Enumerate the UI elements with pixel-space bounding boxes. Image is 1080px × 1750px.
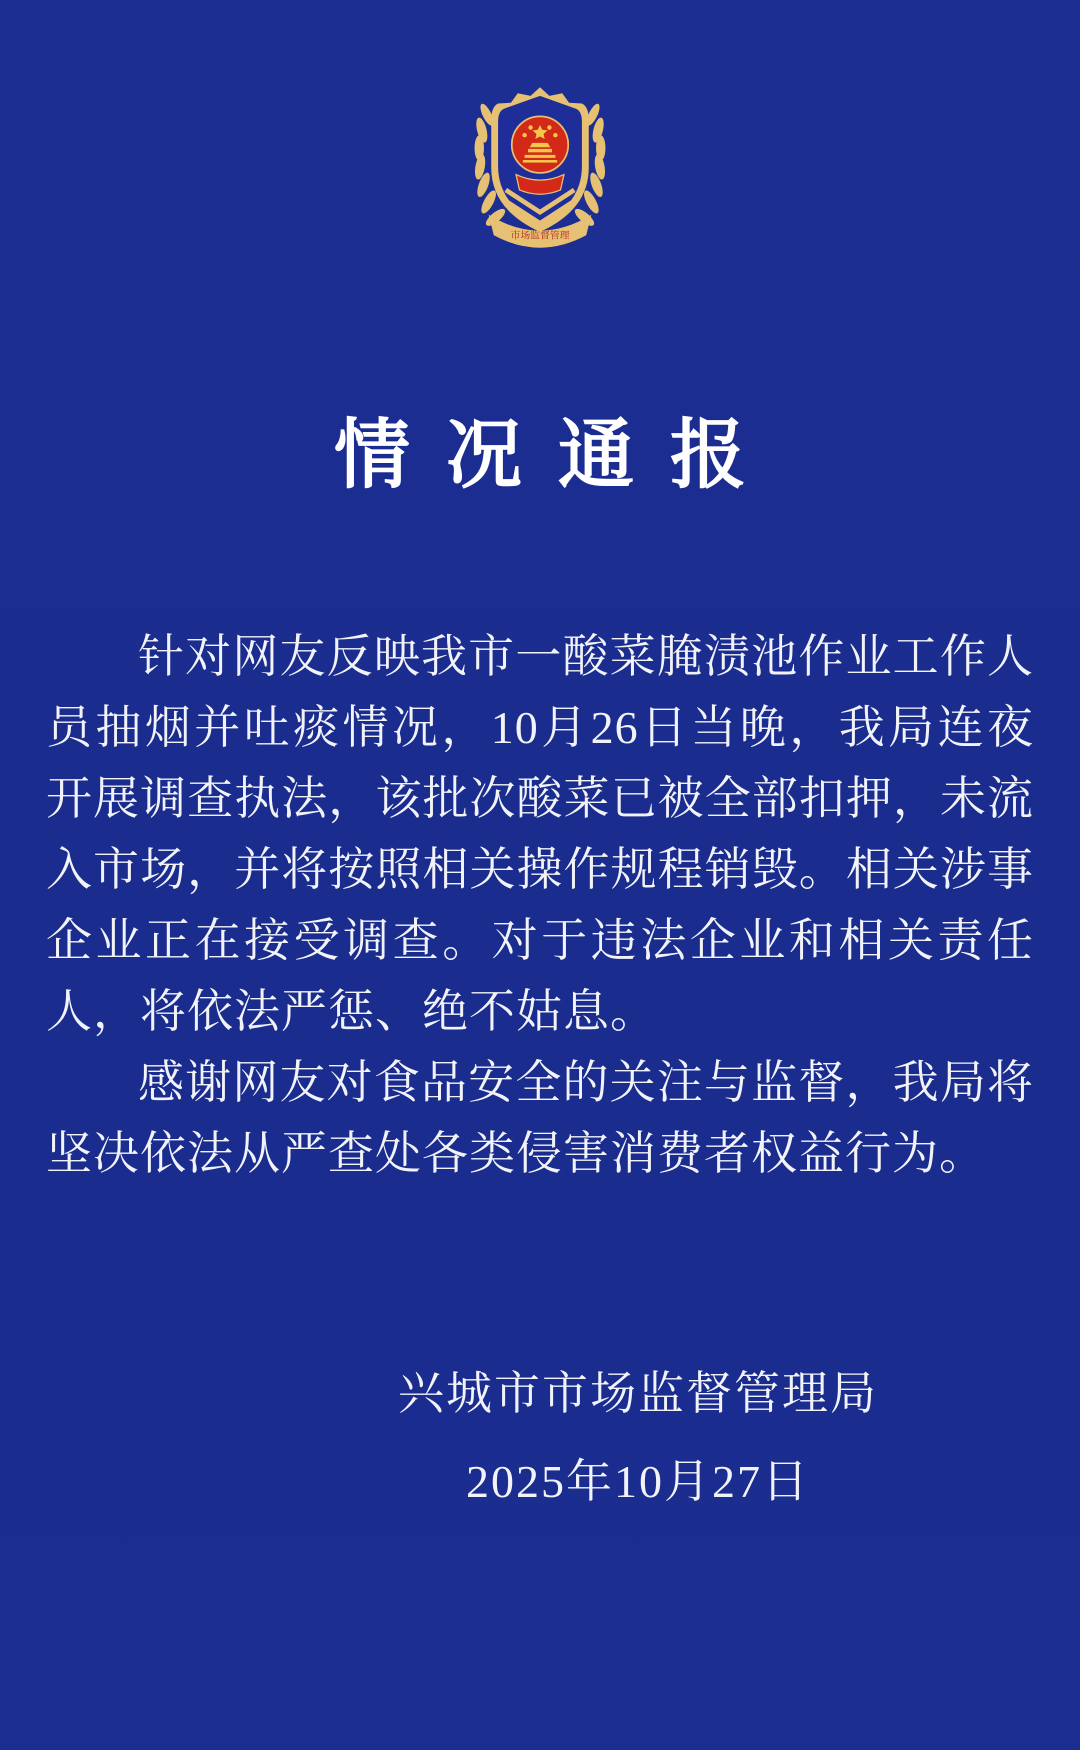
page-title: 情况通报: [334, 413, 782, 498]
market-supervision-badge-icon: [463, 82, 617, 262]
issuing-agency: 兴城市市场监督管理局: [398, 1368, 878, 1419]
issue-date: 2025年10月27日: [466, 1456, 810, 1507]
paragraph-1: 针对网友反映我市一酸菜腌渍池作业工作人员抽烟并吐痰情况，10月26日当晚，我局连夜开展调查执法，该批次酸菜已被全部扣押，未流入市场，并将按照相关操作规程销毁。相关涉事企业正在接受调查。对于违法企业和相关责任人，将依法严惩、绝不姑息。: [46, 631, 1034, 1037]
notice-body: [0, 621, 1080, 1189]
signature-block: [98, 1357, 1080, 1511]
badge-container: [0, 0, 1080, 262]
badge-banner-text: 市场监督管理: [510, 230, 570, 242]
paragraph-2: 感谢网友对食品安全的关注与监督，我局将坚决依法从严查处各类侵害消费者权益行为。: [46, 1057, 1034, 1179]
